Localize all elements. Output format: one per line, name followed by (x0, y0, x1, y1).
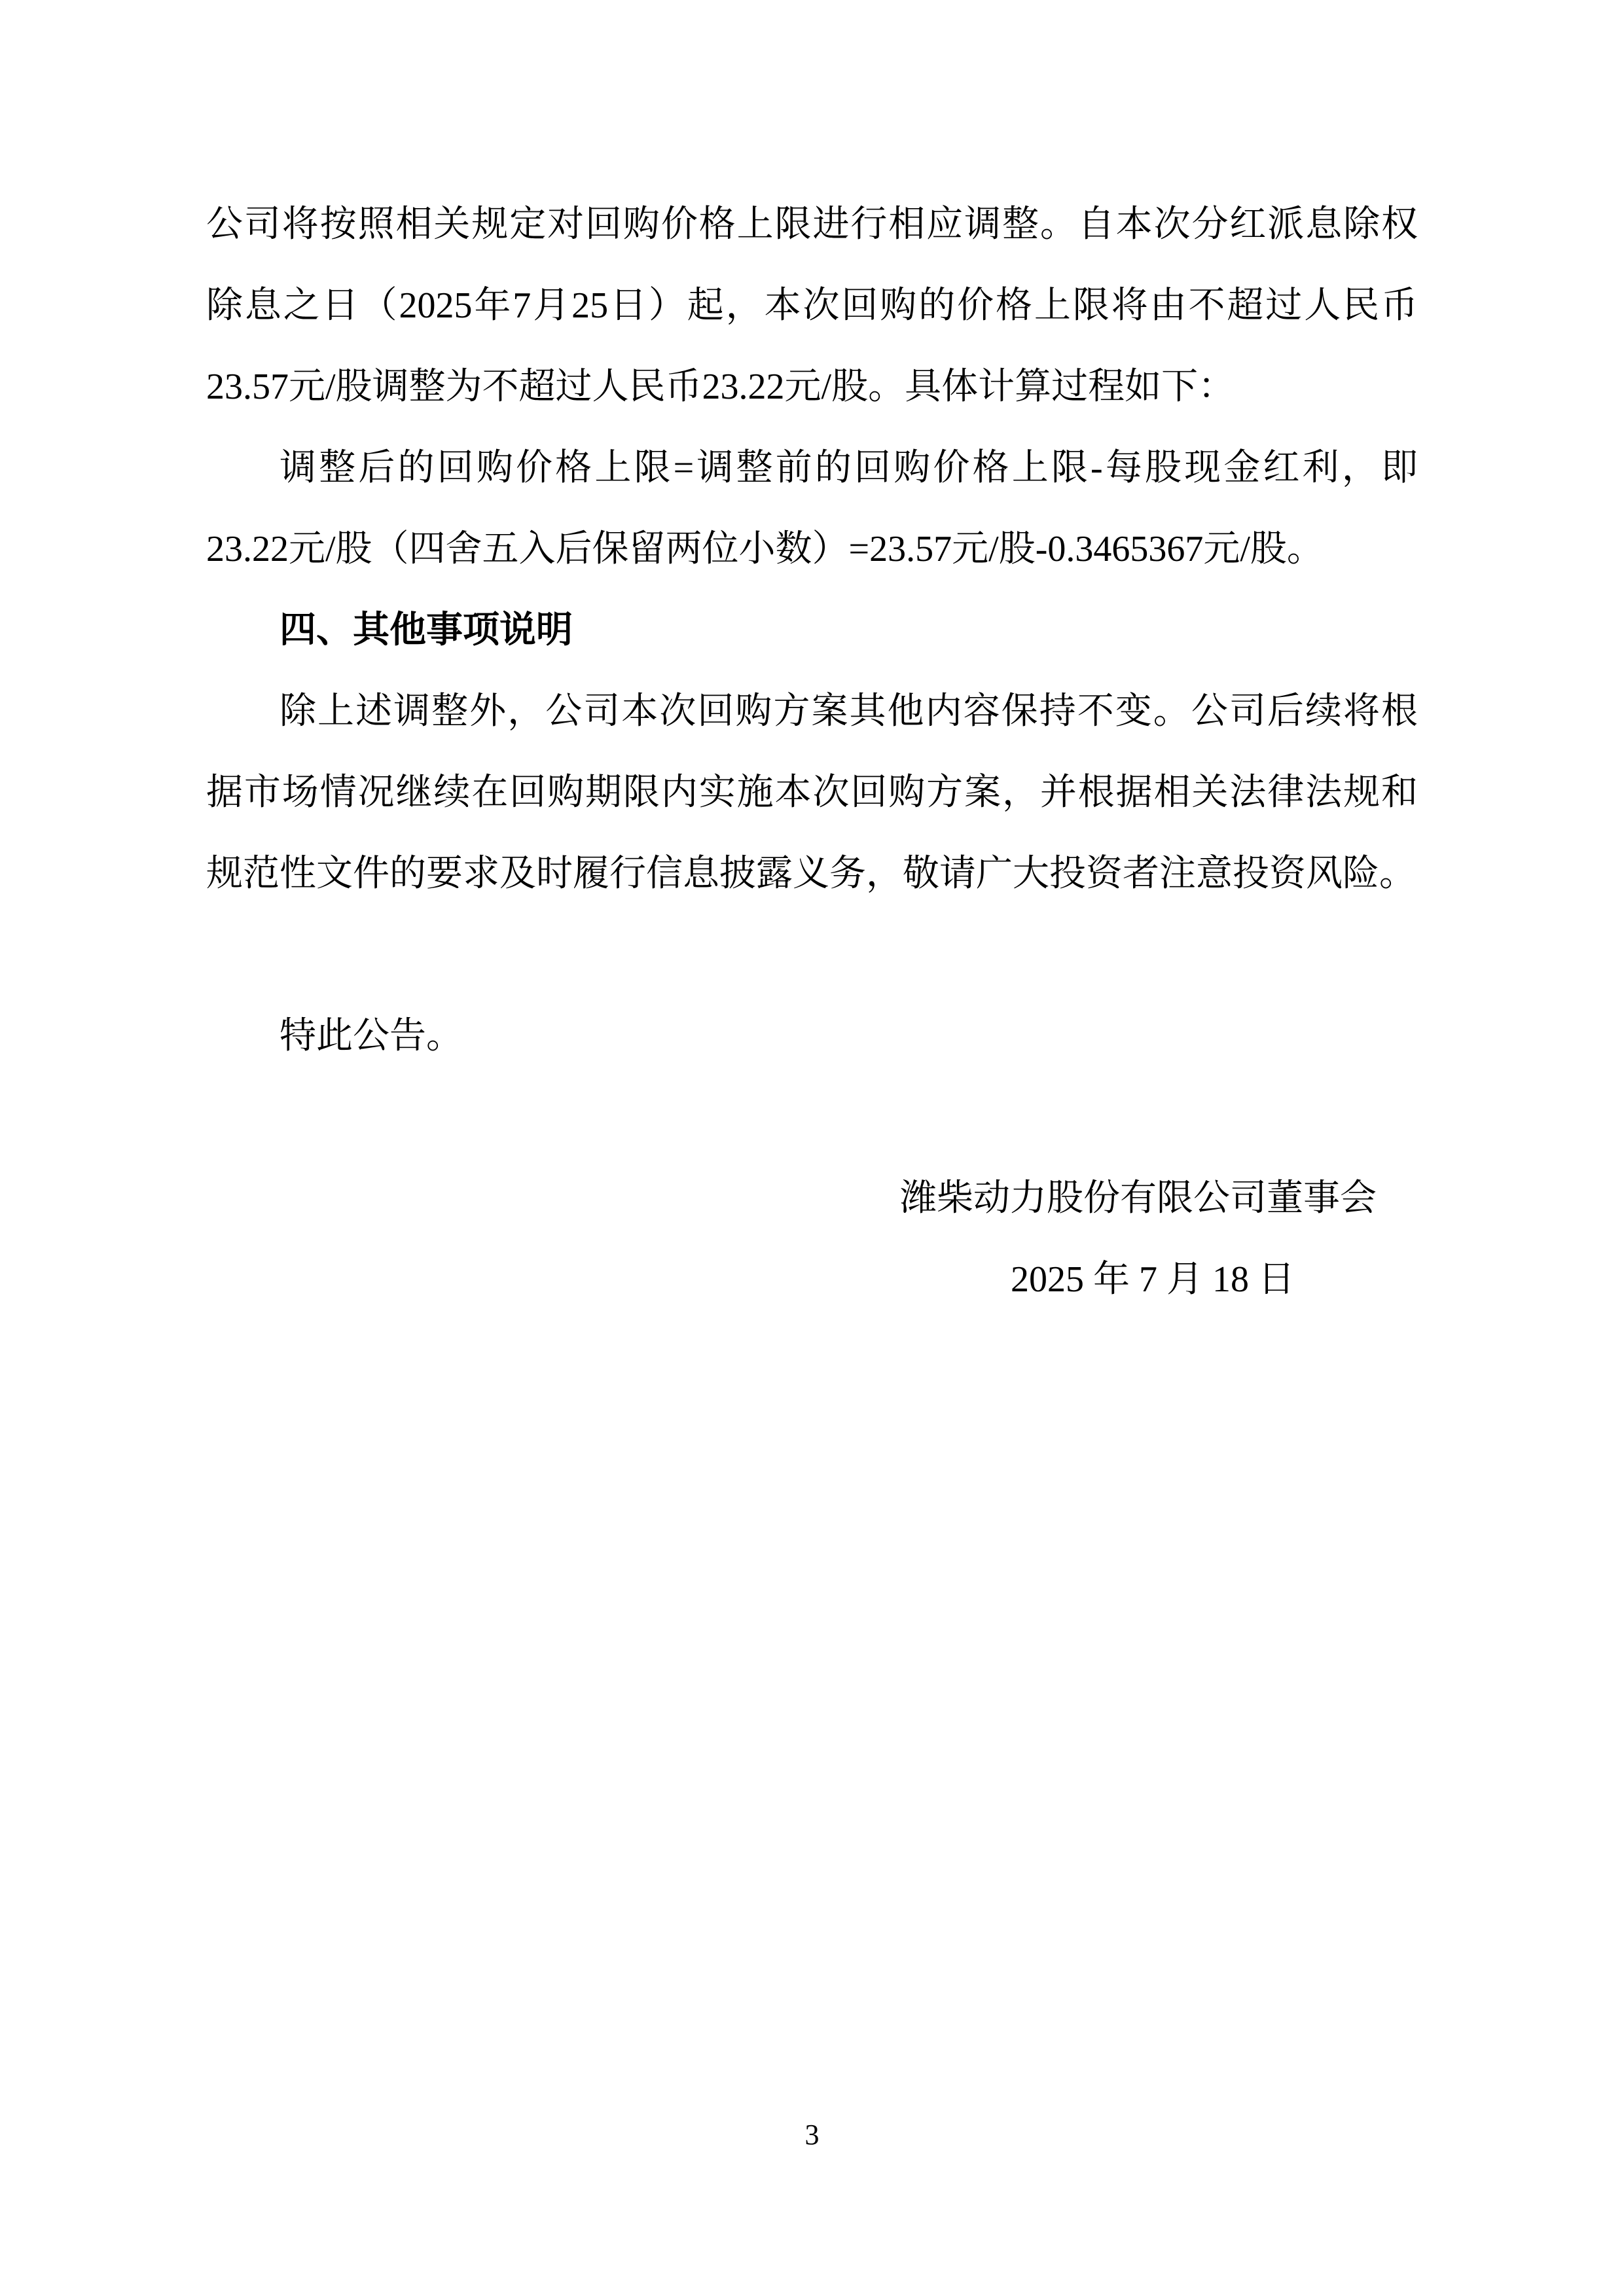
paragraph-line: 公司将按照相关规定对回购价格上限进行相应调整。自本次分红派息除权 (206, 204, 1418, 245)
signature-line: 潍柴动力股份有限公司董事会 (900, 1178, 1377, 1219)
closing-statement: 特此公告。 (280, 1016, 463, 1056)
blank-line (206, 1077, 1418, 1158)
paragraph-line: 据市场情况继续在回购期限内实施本次回购方案，并根据相关法律法规和 (206, 772, 1418, 813)
section-heading: 四、其他事项说明 (280, 610, 573, 651)
date-line: 2025 年 7 月 18 日 (1011, 1259, 1295, 1300)
page-number: 3 (804, 2119, 820, 2151)
paragraph-line: 23.57元/股调整为不超过人民币23.22元/股。具体计算过程如下： (206, 367, 1235, 407)
document-body (206, 184, 1418, 1320)
paragraph-line: 规范性文件的要求及时履行信息披露义务，敬请广大投资者注意投资风险。 (206, 853, 1416, 894)
paragraph-line: 除上述调整外，公司本次回购方案其他内容保持不变。公司后续将根 (280, 691, 1418, 732)
paragraph-line: 23.22元/股（四舍五入后保留两位小数）=23.57元/股-0.3465367元/股。 (206, 529, 1324, 569)
paragraph-line: 除息之日（2025年7月25日）起，本次回购的价格上限将由不超过人民币 (206, 285, 1418, 326)
paragraph-line: 调整后的回购价格上限=调整前的回购价格上限-每股现金红利，即 (280, 448, 1418, 488)
blank-line (206, 914, 1418, 996)
